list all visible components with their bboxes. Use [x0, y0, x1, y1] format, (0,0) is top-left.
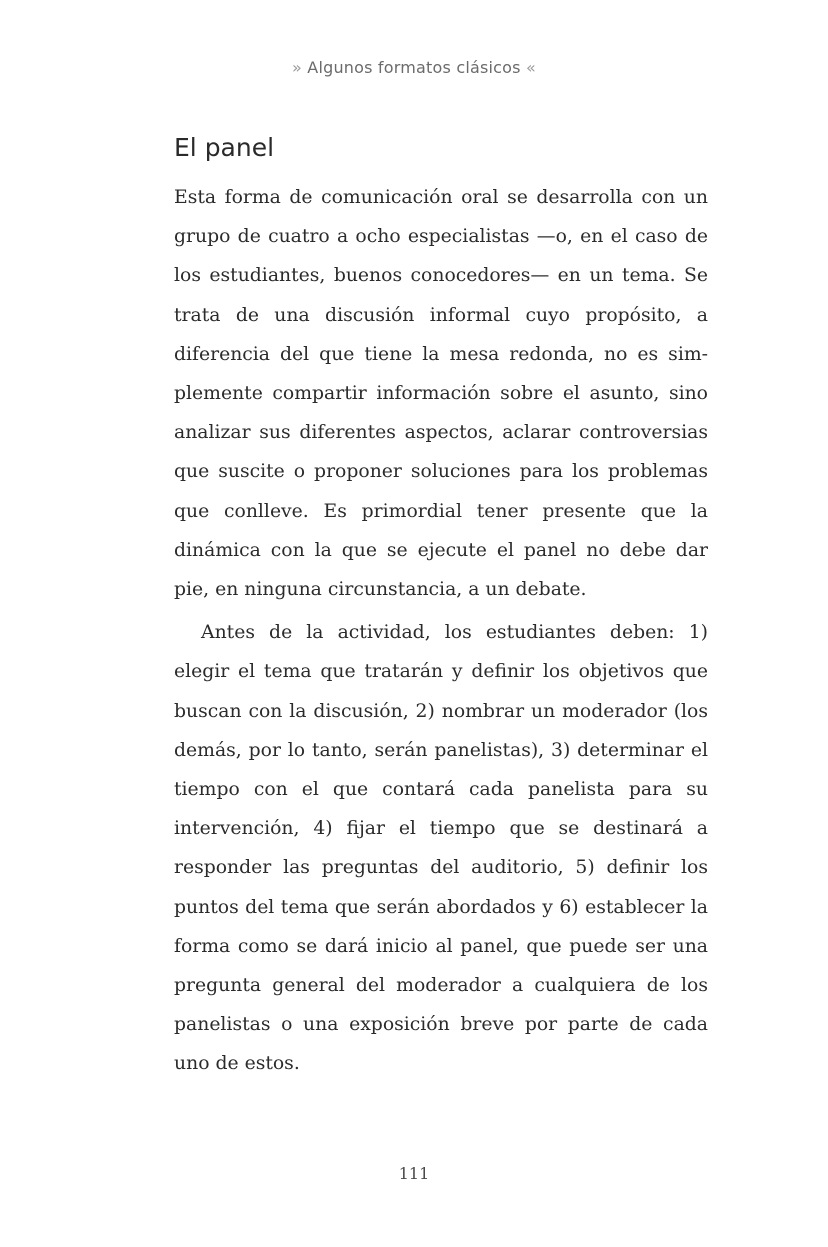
header-close-mark: «: [525, 58, 536, 77]
paragraph-steps: Antes de la actividad, los estudiantes deben: 1) elegir el tema que tratarán y definir los objetivos que buscan con la discusión, 2) nombrar un moderador (los demás, por lo tanto, serán panelistas), 3) determinar el tiempo con el que contará cada panelista para su intervención, 4) fijar el tiempo que se destinará a responder las preguntas del auditorio, 5) definir los puntos del tema que serán abordados y 6) establecer la forma como se dará inicio al panel, que puede ser una pregunta general del moderador a cualquiera de los panelistas o una exposición breve por parte de cada uno de estos.: [174, 622, 708, 1075]
page-body: [174, 130, 708, 1084]
page-number: 111: [398, 1164, 430, 1183]
section-title: El panel: [174, 133, 275, 162]
header-open-mark: »: [292, 58, 302, 77]
header-title: Algunos formatos clásicos: [307, 58, 521, 77]
paragraph-intro: Esta forma de comunicación oral se desarrolla con un grupo de cuatro a ocho especialistas —o, en el caso de los estudiantes, buenos conocedores— en un tema. Se trata de una discusión informal cuyo propósito, a diferencia del que tiene la mesa redonda, no es simplemente compartir información sobre el asunto, sino analizar sus diferentes aspectos, aclarar controversias que suscite o proponer soluciones para los problemas que conlleve. Es primordial tener presente que la dinámica con la que se ejecute el panel no debe dar pie, en ninguna circunstancia, a un debate.: [174, 187, 708, 601]
running-header: [0, 58, 828, 77]
